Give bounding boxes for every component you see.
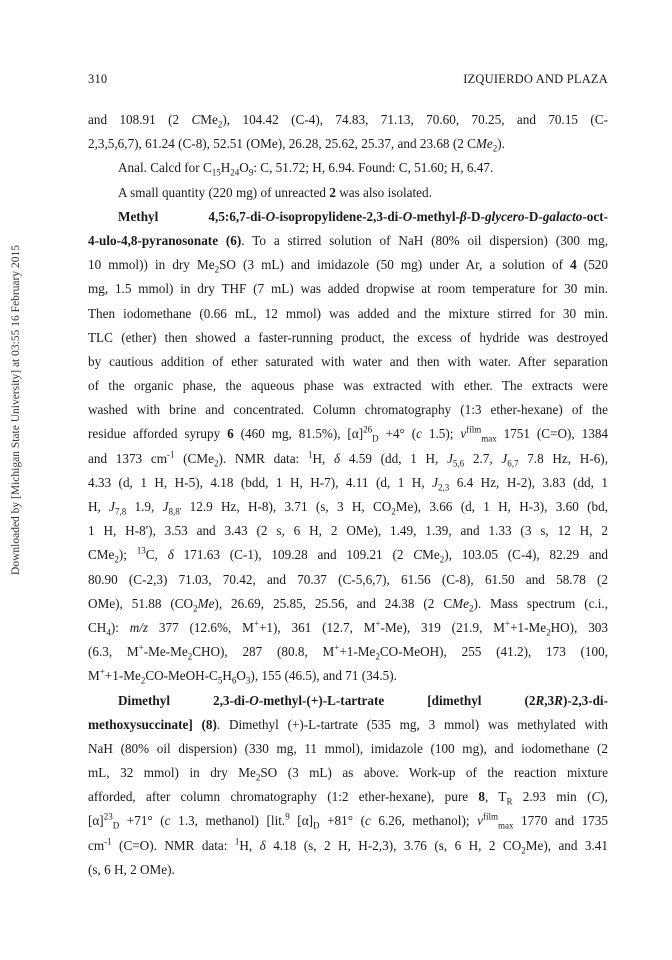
text-line: $CH_4$): m/z 377 (12.6%, M++1), 361 (12.7, M+-Me), 319 (21.9, $M^++1-Me_2HO$), 303: [88, 618, 608, 638]
text-line: $cm^{-1}$ (C=O). NMR data: $^1$H, δ 4.18 (s, 2 H, H-2,3), 3.76 (s, 6 H, 2 $CO_2Me$), and 3.41: [88, 836, 608, 856]
page-header: [88, 72, 608, 90]
text-line: Methyl 4,5:6,7-di-O-isopropylidene-2,3-di-O-methyl-β-D-glycero-D-galacto-oct-: [118, 208, 608, 224]
page-number: 310: [88, 72, 108, 86]
text-line: washed with brine and concentrated. Column chromatography (1:3 ether-hexane) of the: [88, 402, 608, 418]
text-line: mg, 1.5 mmol) in dry THF (7 mL) was added dropwise at room temperature for 30 min.: [88, 281, 608, 297]
text-line: by cautious addition of ether saturated with water and then with water. After separation: [88, 353, 608, 369]
text-line: methoxysuccinate] (8). Dimethyl (+)-L-tartrate (535 mg, 3 mmol) was methylated with: [88, 716, 608, 732]
text-line: 4.33 (d, 1 H, H-5), 4.18 (bdd, 1 H, H-7), 4.11 (d, 1 H, $J_{2,3}$ 6.4 Hz, H-2), 3.83 (dd, 1: [88, 474, 609, 493]
text-line: residue afforded syrupy 6 (460 mg, 81.5%), $[\alpha]^{26}_D +4^\circ$ (c 1.5); $\nu^{film}_{max}$ 1751 (C=O), 1384: [88, 425, 609, 445]
text-line: 1 H, H-8'), 3.53 and 3.43 (2 s, 6 H, 2 OMe), 1.49, 1.39, and 1.33 (3 s, 12 H, 2: [88, 523, 608, 539]
download-notice: Downloaded by [Michigan State University] at 03:55 16 February 2015: [10, 245, 22, 575]
text-line: 2,3,5,6,7), 61.24 (C-8), 52.51 (OMe), 26.28, 25.62, 25.37, and 23.68 (2 CMe$_2$).: [88, 136, 505, 154]
text-line: Anal. Calcd for $C_{15}H_{24}O_9$: C, 51.72; H, 6.94. Found: C, 51.60; H, 6.47.: [118, 160, 494, 179]
text-line: $M^++1-Me_2CO-MeOH-C_5H_6O_3$), 155 (46.5), and 71 (34.5).: [88, 666, 397, 686]
text-line: CMe$_2$); $^{13}$C, δ 171.63 (C-1), 109.28 and 109.21 (2 CMe$_2$), 103.05 (C-4), 82.29 and: [88, 545, 609, 566]
text-line: 80.90 (C-2,3) 71.03, 70.42, and 70.37 (C-5,6,7), 61.56 (C-8), 61.50 and 58.78 (2: [88, 571, 608, 587]
text-line: $[\alpha]^{23}_D +71^\circ$ (c 1.3, methanol) [lit.$^9$ $[\alpha]_D +81^\circ$ (c 6.26, methanol); $\nu^{film}_{max}$ 1770 and 1735: [88, 812, 608, 832]
text-line: afforded, after column chromatography (1:2 ether-hexane), pure 8, $T_R$ 2.93 min (C),: [88, 789, 608, 807]
text-line: 4-ulo-4,8-pyranosonate (6). To a stirred solution of NaH (80% oil dispersion) (300 mg,: [88, 232, 608, 248]
text-line: of the organic phase, the aqueous phase was extracted with ether. The extracts were: [88, 378, 608, 394]
running-head: IZQUIERDO AND PLAZA: [463, 72, 608, 86]
text-line: Then iodomethane (0.66 mL, 12 mmol) was added and the mixture stirred for 30 min.: [88, 305, 608, 321]
text-line: (6.3, $M^+-Me-Me_2CHO$), 287 (80.8, $M^++1-Me_2CO-MeOH$), 255 (41.2), 173 (100,: [88, 642, 609, 662]
text-line: and 1373 $cm^{-1}$ (CMe$_2$). NMR data: $^1$H, δ 4.59 (dd, 1 H, $J_{5,6}$ 2.7, $J_{6,7}$ 7.8 Hz, H-6),: [88, 449, 608, 469]
article-body: [88, 108, 608, 882]
text-line: A small quantity (220 mg) of unreacted 2 was also isolated.: [118, 184, 432, 200]
text-line: (s, 6 H, 2 OMe).: [88, 861, 175, 877]
text-line: 10 mmol)) in dry $Me_2SO$ (3 mL) and imidazole (50 mg) under Ar, a solution of 4 (520: [88, 257, 608, 275]
text-line: Dimethyl 2,3-di-O-methyl-(+)-L-tartrate [dimethyl (2R,3R)-2,3-di-: [118, 692, 608, 708]
text-line: and 108.91 (2 CMe$_2$), 104.42 (C-4), 74.83, 71.13, 70.60, 70.25, and 70.15 (C-: [88, 112, 608, 130]
text-line: OMe), 51.88 $(CO_2Me)$, 26.69, 25.85, 25.56, and 24.38 (2 CMe$_2$). Mass spectrum (c.i.,: [88, 595, 608, 614]
text-line: NaH (80% oil dispersion) (330 mg, 11 mmol), imidazole (100 mg), and iodomethane (2: [88, 740, 608, 756]
text-line: mL, 32 mmol) in dry $Me_2SO$ (3 mL) as above. Work-up of the reaction mixture: [88, 765, 608, 783]
text-line: TLC (ether) then showed a faster-running product, the excess of hydride was destroyed: [88, 329, 608, 345]
download-watermark: [6, 130, 26, 690]
text-line: H, $J_{7,8}$ 1.9, $J_{8,8'}$ 12.9 Hz, H-8), 3.71 (s, 3 H, $CO_2Me$), 3.66 (d, 1 H, H-3), 3.60 (bd,: [88, 499, 609, 517]
